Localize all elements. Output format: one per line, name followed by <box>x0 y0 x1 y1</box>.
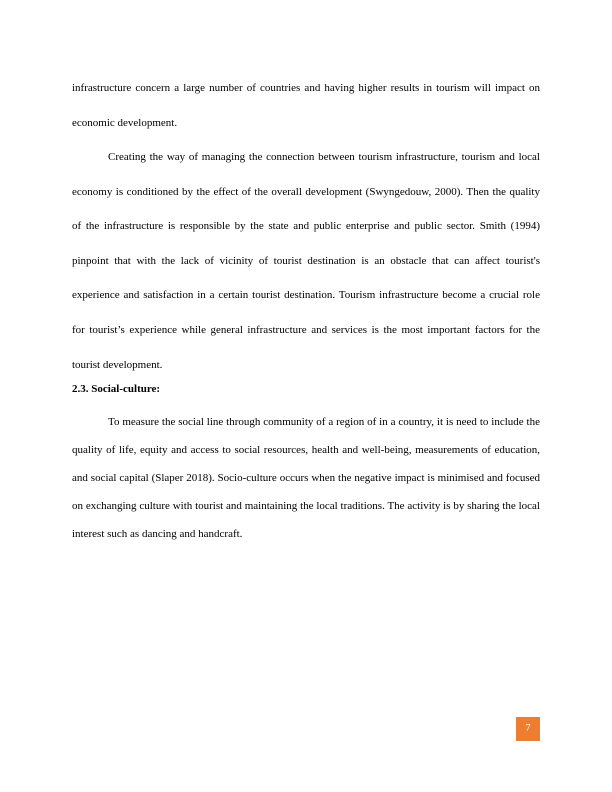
paragraph-infrastructure-continuation: infrastructure concern a large number of countries and having higher results in tourism will impact on economic development. <box>72 82 540 129</box>
paragraph-social-culture: To measure the social line through community of a region of in a country, it is need to include the quality of life, equity and access to social resources, health and well-being, measurements of education, and social capital (Slaper 2018). Socio-culture occurs when the negative impact is minimised and focused on exchanging culture with tourist and maintaining the local traditions. The activity is by sharing the local interest such as dancing and handcraft. <box>72 416 540 540</box>
section-heading-social-culture: 2.3. Social-culture: <box>72 383 161 395</box>
paragraph-tourism-infrastructure: Creating the way of managing the connection between tourism infrastructure, tourism and local economy is conditioned by the effect of the overall development (Swyngedouw, 2000). Then the quality of the infrastructure is responsible by the state and public enterprise and public sector. Smith (1994) pinpoint that with the lack of vicinity of tourist destination is an obstacle that can affect tourist's experience and satisfaction in a certain tourist destination. Tourism infrastructure become a crucial role for tourist’s experience while general infrastructure and services is the most important factors for the tourist development. <box>72 151 540 371</box>
page-number-badge: 7 <box>516 717 540 741</box>
